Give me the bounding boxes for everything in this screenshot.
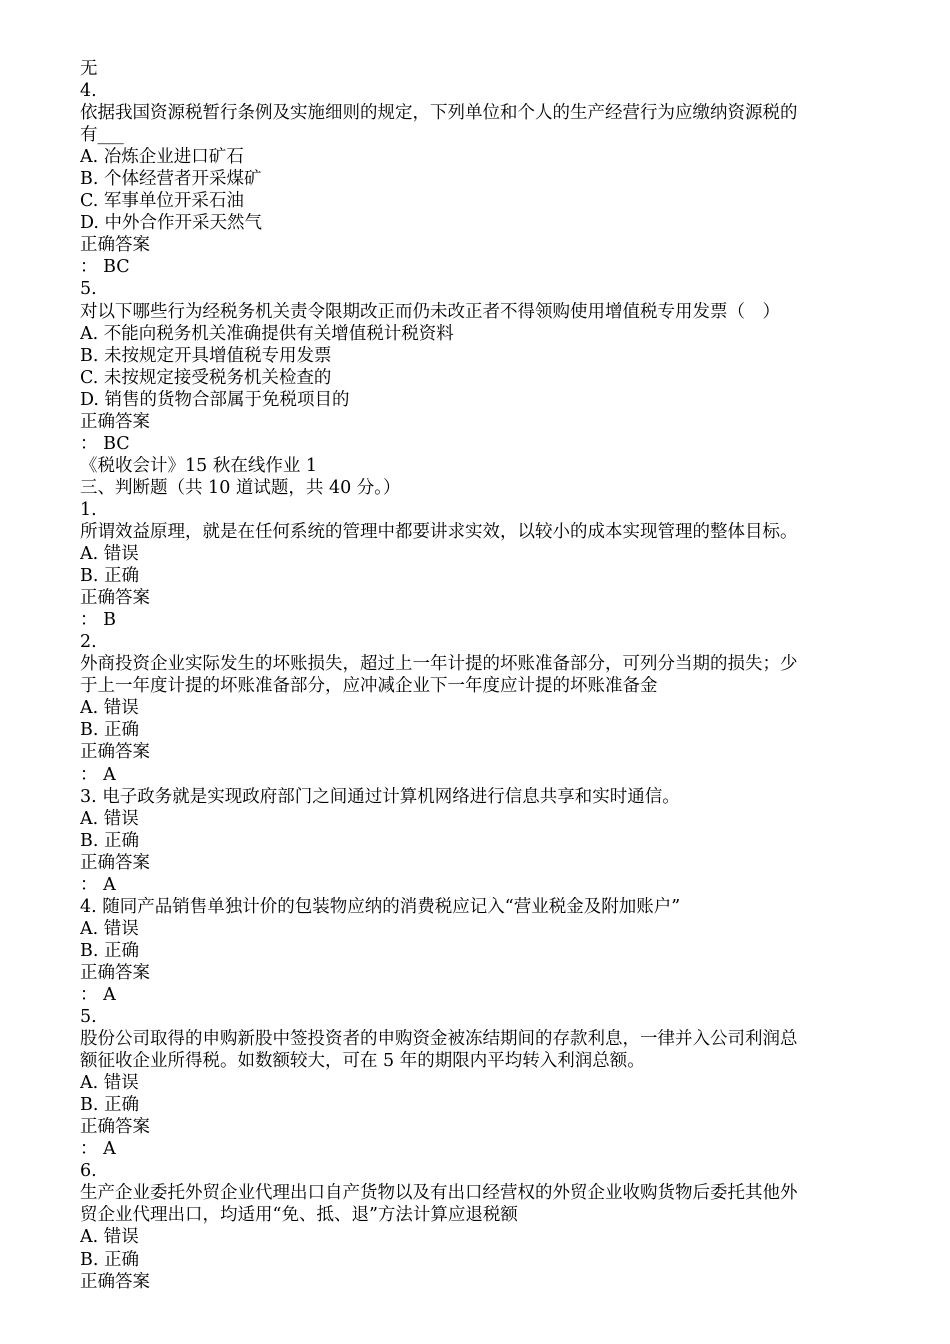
question-number: 5. (80, 1007, 97, 1028)
answer-label: 正确答案 (80, 588, 150, 609)
option-b: B. 未按规定开具增值税专用发票 (80, 345, 332, 366)
answer-value: ： A (80, 764, 116, 785)
option-a: A. 错误 (80, 544, 139, 565)
option-d: D. 中外合作开采天然气 (80, 213, 263, 234)
option-b: B. 个体经营者开采煤矿 (80, 169, 262, 190)
answer-label: 正确答案 (80, 1117, 150, 1138)
answer-label: 正确答案 (80, 1271, 150, 1292)
document-page (80, 58, 875, 1293)
question-text: 贸企业代理出口，均适用“免、抵、退”方法计算应退税额 (80, 1205, 518, 1226)
answer-value: ： BC (80, 257, 130, 278)
answer-value: ： B (80, 610, 116, 631)
section-heading: 三、判断题（共 10 道试题，共 40 分。） (80, 477, 401, 498)
section-title: 《税收会计》15 秋在线作业 1 (80, 455, 318, 476)
option-d: D. 销售的货物合部属于免税项目的 (80, 389, 350, 410)
text-line: 无 (80, 59, 98, 79)
question-text: 依据我国资源税暂行条例及实施细则的规定，下列单位和个人的生产经营行为应缴纳资源税的 (80, 103, 798, 124)
question-text: 额征收企业所得税。如数额较大，可在 5 年的期限内平均转入利润总额。 (80, 1051, 645, 1072)
question-text: 于上一年度计提的坏账准备部分，应冲减企业下一年度应计提的坏账准备金 (80, 676, 658, 697)
answer-value: ： A (80, 874, 116, 895)
option-b: B. 正确 (80, 830, 139, 851)
option-b: B. 正确 (80, 1095, 139, 1116)
question-number: 1. (80, 499, 97, 520)
question-text: 3. 电子政务就是实现政府部门之间通过计算机网络进行信息共享和实时通信。 (80, 786, 680, 807)
answer-label: 正确答案 (80, 235, 150, 256)
question-number: 4. (80, 81, 97, 102)
option-a: A. 错误 (80, 808, 139, 829)
question-number: 6. (80, 1161, 97, 1182)
answer-label: 正确答案 (80, 411, 150, 432)
answer-label: 正确答案 (80, 852, 150, 873)
answer-value: ： BC (80, 433, 130, 454)
option-a: A. 错误 (80, 918, 139, 939)
option-a: A. 错误 (80, 1073, 139, 1094)
option-a: A. 冶炼企业进口矿石 (80, 147, 244, 168)
option-a: A. 不能向税务机关准确提供有关增值税计税资料 (80, 323, 454, 344)
question-text: 生产企业委托外贸企业代理出口自产货物以及有出口经营权的外贸企业收购货物后委托其他外 (80, 1183, 798, 1204)
question-text: 4. 随同产品销售单独计价的包装物应纳的消费税应记入“营业税金及附加账户” (80, 896, 681, 917)
answer-label: 正确答案 (80, 742, 150, 763)
question-text: 有___ (80, 125, 124, 146)
question-number: 5. (80, 279, 97, 300)
question-text: 外商投资企业实际发生的坏账损失，超过上一年计提的坏账准备部分，可列分当期的损失；少 (80, 654, 798, 675)
option-c: C. 未按规定接受税务机关检查的 (80, 367, 332, 388)
option-b: B. 正确 (80, 566, 139, 587)
answer-value: ： A (80, 1139, 116, 1160)
option-a: A. 错误 (80, 1227, 139, 1248)
option-b: B. 正确 (80, 1249, 139, 1270)
option-a: A. 错误 (80, 698, 139, 719)
option-c: C. 军事单位开采石油 (80, 191, 244, 212)
option-b: B. 正确 (80, 940, 139, 961)
answer-label: 正确答案 (80, 962, 150, 983)
question-number: 2. (80, 632, 97, 653)
question-text: 所谓效益原理，就是在任何系统的管理中都要讲求实效，以较小的成本实现管理的整体目标。 (80, 521, 798, 542)
option-b: B. 正确 (80, 720, 139, 741)
answer-value: ： A (80, 984, 116, 1005)
question-text: 对以下哪些行为经税务机关责令限期改正而仍未改正者不得领购使用增值税专用发票（ ） (80, 301, 780, 322)
question-text: 股份公司取得的申购新股中签投资者的申购资金被冻结期间的存款利息，一律并入公司利润总 (80, 1029, 798, 1050)
